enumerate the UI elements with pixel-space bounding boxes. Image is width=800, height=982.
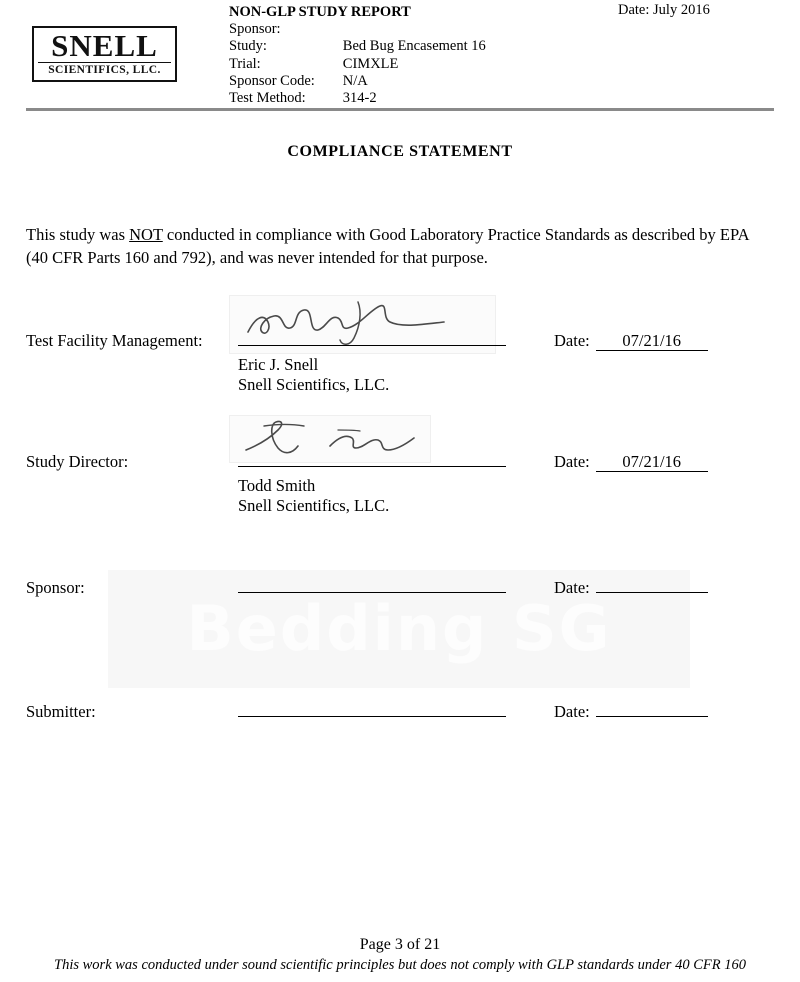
signature-line[interactable]	[238, 465, 506, 467]
date-label: Date:	[554, 452, 590, 471]
signature-block-sponsor	[26, 574, 774, 598]
paragraph-part-2: conducted in compliance with Good Laboratory Practice Standards as described by EPA (40 CFR Parts 160 and 792), and was never intended for that purpose.	[26, 225, 749, 267]
page-number: Page 3 of 21	[359, 936, 441, 953]
signature-line[interactable]	[238, 344, 506, 346]
signature-block-test-facility-management	[26, 331, 774, 395]
header-meta	[229, 4, 486, 107]
document-header	[26, 0, 774, 107]
compliance-paragraph	[26, 223, 774, 269]
signature-role-label: Study Director:	[26, 452, 129, 471]
field-label-sponsor: Sponsor:	[229, 21, 281, 38]
signature-block-study-director	[26, 452, 774, 516]
date-value[interactable]	[596, 574, 708, 593]
company-logo	[32, 26, 177, 82]
field-label-study: Study:	[229, 38, 267, 55]
table-row	[229, 56, 486, 73]
field-value-sponsor-code: N/A	[342, 72, 368, 89]
date-label: Date:	[554, 331, 590, 350]
table-row	[229, 38, 486, 55]
signature-row	[26, 331, 774, 351]
field-label-trial: Trial:	[229, 55, 261, 72]
signatory-company: Snell Scientifics, LLC.	[238, 496, 390, 515]
date-value[interactable]: 07/21/16	[596, 453, 708, 472]
signature-line[interactable]	[238, 715, 506, 717]
watermark: Bedding SG	[108, 570, 690, 688]
table-row	[229, 73, 486, 90]
date-value[interactable]	[596, 698, 708, 717]
table-row	[229, 21, 486, 38]
paragraph-part-1: This study was	[26, 225, 130, 244]
page-content	[26, 0, 774, 722]
header-field-table	[229, 21, 486, 107]
paragraph-emphasis: NOT	[129, 225, 163, 244]
date-label: Date:	[554, 702, 590, 721]
signature-row	[26, 452, 774, 472]
table-row	[229, 90, 486, 107]
signatory-identity	[238, 355, 774, 395]
header-divider	[26, 108, 774, 111]
signature-row	[26, 698, 774, 722]
footer-note: This work was conducted under sound scientific principles but does not comply with GLP standards under 40 CFR 160	[54, 957, 746, 973]
document-footer	[0, 936, 800, 974]
field-value-trial: CIMXLE	[342, 55, 399, 72]
signatory-name: Eric J. Snell	[238, 355, 319, 374]
field-value-sponsor	[343, 21, 486, 38]
logo-main-text: SNELL	[51, 28, 158, 63]
signature-row	[26, 574, 774, 598]
signatory-company: Snell Scientifics, LLC.	[238, 375, 390, 394]
signature-line[interactable]	[238, 591, 506, 593]
date-value[interactable]: 07/21/16	[596, 332, 708, 351]
signature-block-submitter	[26, 698, 774, 722]
signatory-identity	[238, 476, 774, 516]
page-title: COMPLIANCE STATEMENT	[287, 143, 513, 160]
field-value-test-method: 314-2	[342, 90, 377, 107]
signature-role-label: Sponsor:	[26, 578, 85, 597]
report-date: Date: July 2016	[618, 2, 710, 18]
field-label-sponsor-code: Sponsor Code:	[229, 72, 315, 89]
signature-role-label: Test Facility Management:	[26, 331, 203, 350]
signature-role-label: Submitter:	[26, 702, 96, 721]
field-value-study: Bed Bug Encasement 16	[342, 38, 486, 55]
date-label: Date:	[554, 578, 590, 597]
report-type: NON-GLP STUDY REPORT	[229, 4, 411, 20]
logo-sub-text: SCIENTIFICS, LLC.	[38, 62, 171, 77]
signatory-name: Todd Smith	[238, 476, 316, 495]
field-label-test-method: Test Method:	[229, 90, 306, 107]
